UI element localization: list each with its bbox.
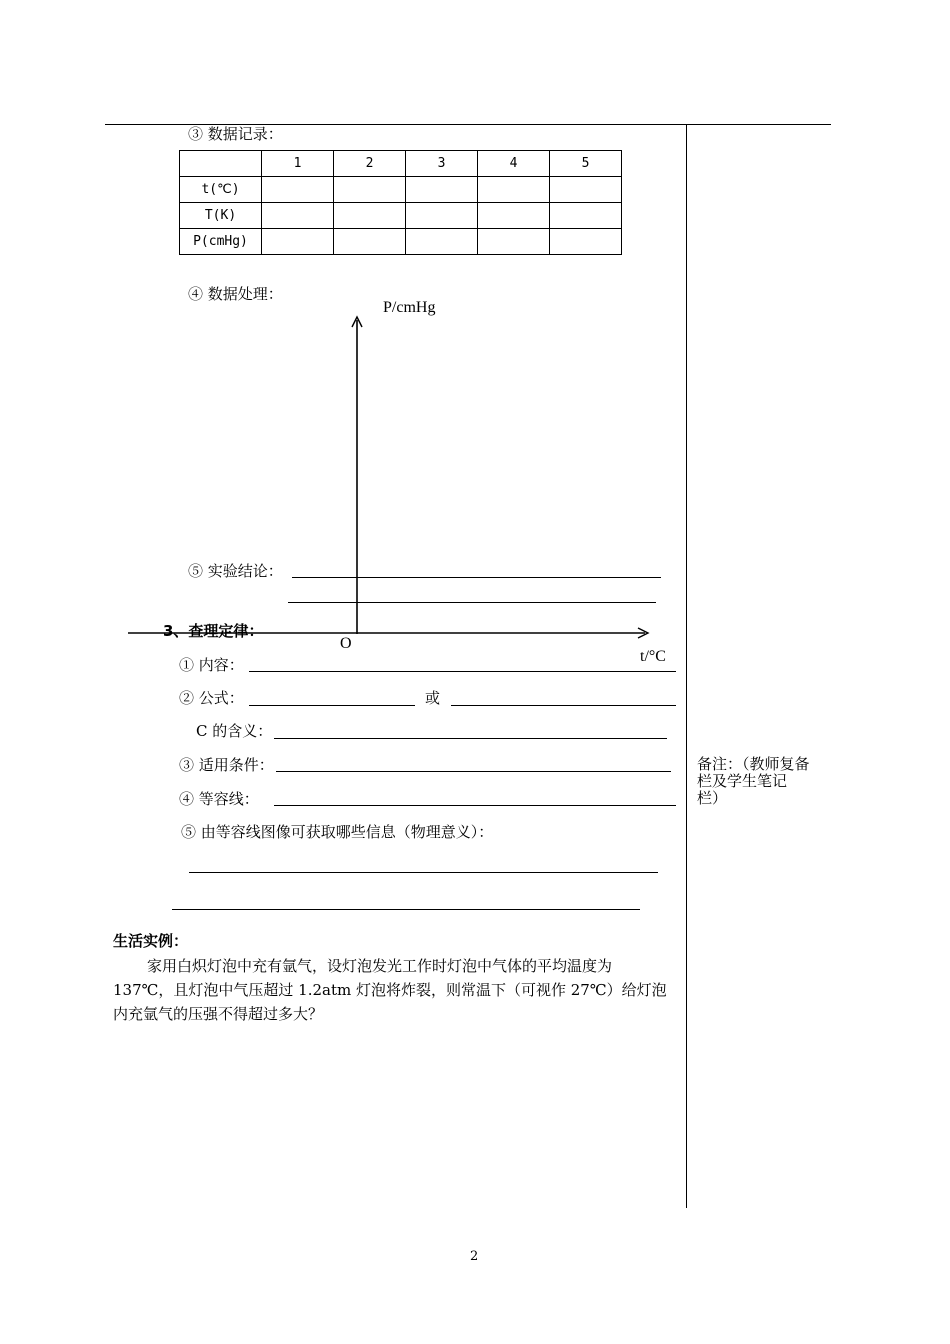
formula-label: ② 公式： bbox=[179, 689, 244, 707]
content-blank-line[interactable] bbox=[249, 671, 676, 672]
table-header-cell: 1 bbox=[262, 151, 334, 177]
isochore-blank-line[interactable] bbox=[274, 805, 676, 806]
side-note-line: 栏及学生笔记 bbox=[697, 772, 788, 790]
conclusion-label: ⑤ 实验结论： bbox=[188, 562, 283, 580]
isochore-label: ④ 等容线： bbox=[179, 790, 259, 808]
side-note bbox=[697, 756, 810, 807]
info-blank-line[interactable] bbox=[172, 909, 640, 910]
or-text: 或 bbox=[425, 689, 441, 707]
x-axis-label: t/°C bbox=[640, 648, 666, 665]
example-text-line: 家用白炽灯泡中充有氩气，设灯泡发光工作时灯泡中气体的平均温度为 bbox=[147, 957, 613, 975]
row-label-temperature-k: T(K) bbox=[180, 203, 262, 229]
conclusion-blank-line[interactable] bbox=[288, 602, 656, 603]
side-note-line: 栏） bbox=[697, 789, 728, 807]
data-record-heading: ③ 数据记录： bbox=[188, 125, 283, 143]
row-label-temperature-c: t(℃) bbox=[180, 177, 262, 203]
conditions-label: ③ 适用条件： bbox=[179, 756, 274, 774]
table-header-cell: 5 bbox=[550, 151, 622, 177]
example-heading: 生活实例： bbox=[113, 932, 189, 950]
table-header-cell: 4 bbox=[478, 151, 550, 177]
c-meaning-blank-line[interactable] bbox=[274, 738, 667, 739]
info-blank-line[interactable] bbox=[189, 872, 658, 873]
formula-blank-line[interactable] bbox=[249, 705, 415, 706]
example-text-line: 137℃，且灯泡中气压超过 1.2atm 灯泡将炸裂，则常温下（可视作 27℃）给灯泡 bbox=[113, 981, 667, 999]
table-header-cell: 3 bbox=[406, 151, 478, 177]
conclusion-blank-line[interactable] bbox=[292, 577, 661, 578]
side-note-line: 备注：（教师复备 bbox=[697, 755, 810, 773]
table-header-cell: 2 bbox=[334, 151, 406, 177]
page-number: 2 bbox=[470, 1249, 479, 1264]
content-label: ① 内容： bbox=[179, 656, 244, 674]
law-heading: 3、查理定律： bbox=[163, 622, 264, 640]
origin-label: O bbox=[340, 635, 352, 652]
info-question: ⑤ 由等容线图像可获取哪些信息（物理意义）： bbox=[181, 823, 494, 841]
c-meaning-label: C 的含义： bbox=[196, 722, 273, 740]
data-processing-heading: ④ 数据处理： bbox=[188, 285, 283, 303]
conditions-blank-line[interactable] bbox=[276, 771, 671, 772]
y-axis-label: P/cmHg bbox=[383, 299, 436, 316]
example-text-line: 内充氩气的压强不得超过多大？ bbox=[113, 1005, 324, 1023]
formula-alt-blank-line[interactable] bbox=[451, 705, 676, 706]
row-label-pressure: P(cmHg) bbox=[180, 229, 262, 255]
